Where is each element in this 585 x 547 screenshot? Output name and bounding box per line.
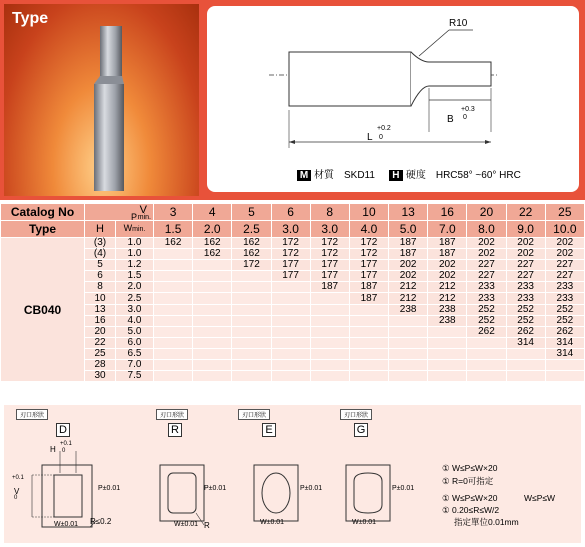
price-cell: 177 <box>349 260 388 271</box>
price-cell <box>154 360 193 371</box>
price-cell: 177 <box>310 260 349 271</box>
price-cell <box>428 337 467 348</box>
price-cell <box>271 348 310 359</box>
price-cell <box>467 337 506 348</box>
r-w-tol: W±0.01 <box>174 521 199 528</box>
shape-tag-d: 刃口形狀 <box>16 409 48 420</box>
d-v-label: V <box>14 487 20 496</box>
d-h-tol-lower: 0 <box>62 448 66 454</box>
table-row <box>1 249 585 260</box>
pmin-col: 3.0 <box>271 221 310 238</box>
price-cell: 202 <box>428 260 467 271</box>
d-r-small: R≤0.2 <box>90 517 112 526</box>
price-cell <box>232 360 271 371</box>
price-cell: 172 <box>310 249 349 260</box>
price-cell: 252 <box>545 315 584 326</box>
d-h-tol-upper: +0.1 <box>60 441 72 447</box>
w-header <box>116 221 154 238</box>
v-label: V <box>139 204 147 216</box>
pmin-col: 2.0 <box>193 221 232 238</box>
v-col-16: 16 <box>428 204 467 221</box>
price-cell <box>193 326 232 337</box>
d-v-tol-lower: 0 <box>14 495 18 501</box>
price-cell: 177 <box>271 271 310 282</box>
table-body <box>1 238 585 382</box>
g-w-tol: W±0.01 <box>352 519 377 526</box>
price-cell <box>193 271 232 282</box>
price-cell <box>310 337 349 348</box>
l-tol-upper: +0.2 <box>377 125 391 132</box>
price-cell <box>389 337 428 348</box>
price-cell: 202 <box>389 271 428 282</box>
price-cell: 202 <box>467 238 506 249</box>
price-cell: 227 <box>506 260 545 271</box>
e-p-tol: P±0.01 <box>300 485 323 492</box>
price-cell: 262 <box>467 326 506 337</box>
v-col-10: 10 <box>349 204 388 221</box>
w-value: 1.2 <box>116 260 154 271</box>
price-cell: 262 <box>545 326 584 337</box>
price-cell <box>154 337 193 348</box>
pmin-col: 9.0 <box>506 221 545 238</box>
header-band <box>0 0 585 200</box>
price-cell <box>310 304 349 315</box>
price-cell <box>389 348 428 359</box>
l-label: L <box>367 132 373 143</box>
note-3b: W≤P≤W <box>524 493 556 503</box>
d-h-label: H <box>50 445 56 454</box>
price-cell <box>467 360 506 371</box>
pmin-col: 7.0 <box>428 221 467 238</box>
price-cell: 314 <box>545 337 584 348</box>
price-cell <box>506 371 545 382</box>
price-cell: 314 <box>506 337 545 348</box>
type-label: Type <box>1 221 85 238</box>
price-cell <box>271 304 310 315</box>
price-cell <box>467 371 506 382</box>
hardness-text: 硬度 HRC58° ~60° HRC <box>405 170 521 181</box>
price-cell: 162 <box>154 238 193 249</box>
d-p-tol: P±0.01 <box>98 485 121 492</box>
w-value: 7.0 <box>116 360 154 371</box>
w-value: 6.5 <box>116 348 154 359</box>
price-cell <box>271 371 310 382</box>
price-cell <box>154 371 193 382</box>
hardness-icon: H <box>389 170 403 181</box>
b-tol-upper: +0.3 <box>461 106 475 113</box>
material-text: 材質 SKD11 <box>314 170 375 181</box>
w-value: 5.0 <box>116 326 154 337</box>
h-value: 8 <box>85 282 116 293</box>
w-value: 1.0 <box>116 249 154 260</box>
w-value: 7.5 <box>116 371 154 382</box>
price-cell <box>428 348 467 359</box>
price-cell: 187 <box>389 238 428 249</box>
r-r-label: R <box>204 521 210 530</box>
price-cell <box>154 271 193 282</box>
price-cell <box>232 337 271 348</box>
price-cell: 202 <box>545 238 584 249</box>
pmin-col: 2.5 <box>232 221 271 238</box>
w-value: 4.0 <box>116 315 154 326</box>
price-cell: 172 <box>310 238 349 249</box>
b-label: B <box>447 114 454 125</box>
price-cell <box>428 326 467 337</box>
w-value: 1.0 <box>116 238 154 249</box>
price-cell <box>232 371 271 382</box>
pin-image <box>90 26 124 191</box>
price-cell: 177 <box>310 271 349 282</box>
v-col-25: 25 <box>545 204 584 221</box>
price-cell: 238 <box>389 304 428 315</box>
price-cell: 202 <box>389 260 428 271</box>
w-value: 6.0 <box>116 337 154 348</box>
price-cell <box>310 326 349 337</box>
price-cell: 187 <box>310 282 349 293</box>
price-cell: 314 <box>545 348 584 359</box>
price-cell <box>545 360 584 371</box>
price-cell: 202 <box>506 238 545 249</box>
w-value: 2.0 <box>116 282 154 293</box>
e-w-tol: W±0.01 <box>260 519 285 526</box>
price-cell: 233 <box>545 293 584 304</box>
price-cell: 187 <box>389 249 428 260</box>
price-cell: 252 <box>545 304 584 315</box>
price-cell: 227 <box>467 260 506 271</box>
price-cell <box>271 282 310 293</box>
price-cell <box>349 371 388 382</box>
table-row <box>1 293 585 304</box>
price-cell <box>389 315 428 326</box>
price-cell: 212 <box>428 282 467 293</box>
v-col-8: 8 <box>310 204 349 221</box>
price-cell <box>349 348 388 359</box>
price-cell: 172 <box>349 238 388 249</box>
h-value: 6 <box>85 271 116 282</box>
note-5: 指定單位0.01mm <box>454 517 519 527</box>
price-cell: 252 <box>467 304 506 315</box>
table-row <box>1 271 585 282</box>
price-table <box>0 203 585 382</box>
table-row <box>1 371 585 382</box>
price-cell <box>154 348 193 359</box>
table-row <box>1 282 585 293</box>
table-row <box>1 304 585 315</box>
price-cell <box>428 360 467 371</box>
price-cell <box>545 371 584 382</box>
pmin-col: 10.0 <box>545 221 584 238</box>
d-w-tol: W±0.01 <box>54 521 79 528</box>
price-cell <box>271 315 310 326</box>
price-cell <box>506 360 545 371</box>
price-cell: 233 <box>545 282 584 293</box>
price-cell: 172 <box>349 249 388 260</box>
table-row <box>1 238 585 249</box>
price-cell <box>193 304 232 315</box>
price-cell: 162 <box>193 238 232 249</box>
diag-header-v <box>85 204 154 221</box>
price-cell: 252 <box>467 315 506 326</box>
material-spec <box>297 166 521 181</box>
price-cell: 172 <box>271 238 310 249</box>
price-cell: 202 <box>545 249 584 260</box>
table-header-type <box>1 221 585 238</box>
h-value: 22 <box>85 337 116 348</box>
price-cell: 238 <box>428 315 467 326</box>
price-cell <box>232 271 271 282</box>
price-cell: 172 <box>271 249 310 260</box>
shape-letter-e: E <box>262 423 276 437</box>
v-col-22: 22 <box>506 204 545 221</box>
pmin-col: 8.0 <box>467 221 506 238</box>
price-cell <box>232 282 271 293</box>
b-tol-lower: 0 <box>463 114 467 121</box>
edge-shapes-panel <box>4 405 581 543</box>
note-1: ① W≤P≤W×20 <box>442 463 498 473</box>
w-value: 3.0 <box>116 304 154 315</box>
price-cell: 212 <box>428 293 467 304</box>
price-cell: 177 <box>271 260 310 271</box>
price-cell <box>310 315 349 326</box>
table-row <box>1 337 585 348</box>
price-cell: 187 <box>428 249 467 260</box>
table-row <box>1 315 585 326</box>
price-cell <box>310 360 349 371</box>
v-col-5: 5 <box>232 204 271 221</box>
price-cell <box>506 348 545 359</box>
price-cell <box>154 293 193 304</box>
price-cell <box>349 337 388 348</box>
price-cell: 233 <box>467 293 506 304</box>
price-cell <box>232 315 271 326</box>
pin-drawing <box>207 6 579 156</box>
price-cell: 202 <box>506 249 545 260</box>
price-cell: 262 <box>506 326 545 337</box>
h-value: 25 <box>85 348 116 359</box>
price-cell: 238 <box>428 304 467 315</box>
price-cell <box>193 315 232 326</box>
price-cell <box>389 326 428 337</box>
h-value: 5 <box>85 260 116 271</box>
table-row <box>1 260 585 271</box>
w-label: W <box>123 223 133 233</box>
material-icon: M <box>297 170 311 181</box>
price-cell <box>271 326 310 337</box>
h-value: (4) <box>85 249 116 260</box>
h-value: 28 <box>85 360 116 371</box>
price-cell: 252 <box>506 315 545 326</box>
shape-tag-g: 刃口形狀 <box>340 409 372 420</box>
price-cell: 177 <box>349 271 388 282</box>
d-v-tol-upper: +0.1 <box>12 475 24 481</box>
note-4: ① 0.20≤R≤W/2 <box>442 505 500 515</box>
table-row <box>1 326 585 337</box>
price-cell <box>349 315 388 326</box>
price-cell: 187 <box>349 282 388 293</box>
price-cell: 202 <box>467 249 506 260</box>
v-col-3: 3 <box>154 204 193 221</box>
price-cell <box>154 304 193 315</box>
v-col-20: 20 <box>467 204 506 221</box>
h-value: 20 <box>85 326 116 337</box>
price-cell <box>271 337 310 348</box>
price-cell: 227 <box>545 271 584 282</box>
note-3: ① W≤P≤W×20 <box>442 493 498 503</box>
price-cell <box>310 348 349 359</box>
l-tol-lower: 0 <box>379 134 383 141</box>
h-value: 13 <box>85 304 116 315</box>
h-value: 10 <box>85 293 116 304</box>
v-col-4: 4 <box>193 204 232 221</box>
price-cell <box>193 360 232 371</box>
price-cell: 212 <box>389 282 428 293</box>
photo-title: Type <box>12 10 49 27</box>
price-cell <box>389 371 428 382</box>
price-cell: 233 <box>506 293 545 304</box>
price-cell: 187 <box>428 238 467 249</box>
product-photo <box>4 4 199 196</box>
price-cell <box>349 360 388 371</box>
price-cell: 233 <box>506 282 545 293</box>
h-value: (3) <box>85 238 116 249</box>
price-cell <box>193 293 232 304</box>
price-cell: 252 <box>506 304 545 315</box>
price-cell <box>232 348 271 359</box>
catalog-label: Catalog No <box>1 204 85 221</box>
w-value: 2.5 <box>116 293 154 304</box>
price-cell <box>310 293 349 304</box>
price-cell: 233 <box>467 282 506 293</box>
shape-letter-d: D <box>56 423 70 437</box>
price-cell <box>389 360 428 371</box>
price-cell <box>271 293 310 304</box>
table-row <box>1 348 585 359</box>
price-cell <box>349 326 388 337</box>
g-p-tol: P±0.01 <box>392 485 415 492</box>
technical-drawing <box>207 6 579 192</box>
price-cell: 202 <box>428 271 467 282</box>
price-cell: 162 <box>232 249 271 260</box>
price-cell <box>193 371 232 382</box>
table-header-v <box>1 204 585 221</box>
price-cell <box>193 282 232 293</box>
pmin-col: 3.0 <box>310 221 349 238</box>
price-cell <box>310 371 349 382</box>
price-cell <box>154 282 193 293</box>
price-cell <box>271 360 310 371</box>
price-cell <box>193 260 232 271</box>
price-cell <box>232 304 271 315</box>
price-cell <box>232 293 271 304</box>
v-col-13: 13 <box>389 204 428 221</box>
shape-tag-r: 刃口形狀 <box>156 409 188 420</box>
price-cell: 162 <box>193 249 232 260</box>
price-cell: 212 <box>389 293 428 304</box>
r-p-tol: P±0.01 <box>204 485 227 492</box>
type-code: CB040 <box>1 238 85 382</box>
h-header: H <box>85 221 116 238</box>
pmin-label: P <box>130 212 137 222</box>
price-cell: 227 <box>506 271 545 282</box>
price-cell <box>193 348 232 359</box>
price-cell: 172 <box>232 260 271 271</box>
table-row <box>1 360 585 371</box>
pmin-col: 5.0 <box>389 221 428 238</box>
price-cell <box>232 326 271 337</box>
price-cell <box>154 260 193 271</box>
price-cell <box>467 348 506 359</box>
price-cell <box>154 326 193 337</box>
pmin-col: 4.0 <box>349 221 388 238</box>
price-cell: 162 <box>232 238 271 249</box>
price-cell: 227 <box>467 271 506 282</box>
price-cell <box>154 315 193 326</box>
note-2: ① R=0可指定 <box>442 476 494 486</box>
price-cell <box>154 249 193 260</box>
shape-tag-e: 刃口形狀 <box>238 409 270 420</box>
h-value: 16 <box>85 315 116 326</box>
price-cell <box>428 371 467 382</box>
radius-label: R10 <box>449 18 468 29</box>
pmin-col: 1.5 <box>154 221 193 238</box>
price-cell: 227 <box>545 260 584 271</box>
pmin-min-label: min. <box>137 214 151 221</box>
price-cell <box>193 337 232 348</box>
shape-letter-r: R <box>168 423 182 437</box>
v-col-6: 6 <box>271 204 310 221</box>
price-cell <box>349 304 388 315</box>
w-min-label: min. <box>132 226 146 233</box>
w-value: 1.5 <box>116 271 154 282</box>
h-value: 30 <box>85 371 116 382</box>
price-cell: 187 <box>349 293 388 304</box>
shape-letter-g: G <box>354 423 368 437</box>
